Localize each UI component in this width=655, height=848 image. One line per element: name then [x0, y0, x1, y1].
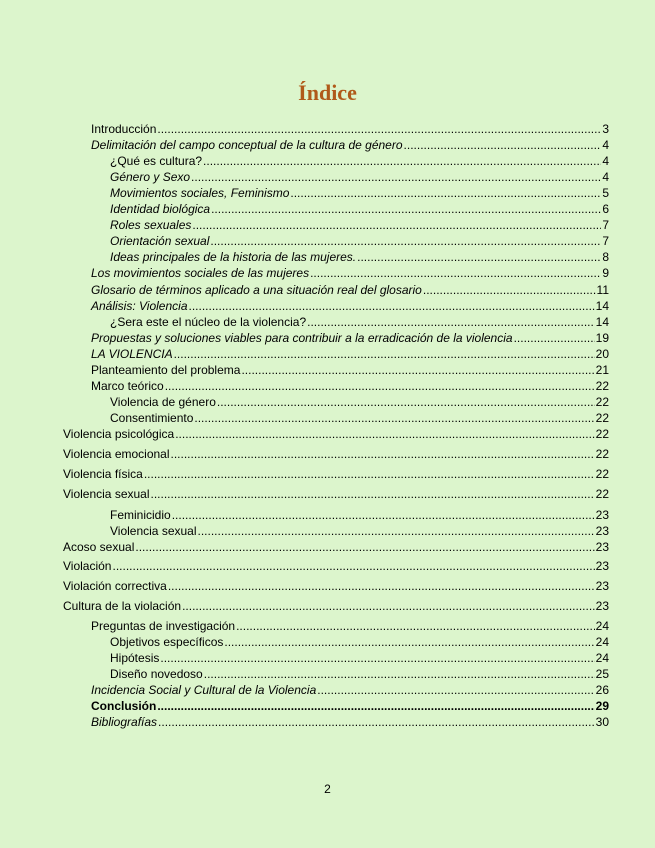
toc-leader [241, 362, 594, 378]
toc-entry-page: 22 [595, 411, 609, 425]
toc-entry[interactable] [110, 185, 609, 201]
toc-entry-page: 3 [602, 122, 609, 136]
toc-leader [112, 558, 594, 574]
toc-entry-page: 7 [602, 234, 609, 248]
toc-leader [404, 137, 602, 153]
toc-entry-page: 20 [595, 347, 609, 361]
toc-entry-page: 23 [595, 559, 609, 573]
toc-leader [151, 486, 595, 502]
toc-entry-text: Identidad biológica [110, 202, 211, 216]
toc-entry-text: Incidencia Social y Cultural de la Violencia [91, 683, 317, 697]
toc-entry[interactable] [63, 558, 609, 574]
toc-entry-text: Los movimientos sociales de las mujeres [91, 266, 310, 280]
toc-leader [217, 394, 595, 410]
toc-entry-page: 24 [595, 619, 609, 633]
toc-entry[interactable] [91, 137, 609, 153]
toc-leader [171, 446, 595, 462]
toc-entry-text: Género y Sexo [110, 170, 191, 184]
toc-entry[interactable] [110, 634, 609, 650]
toc-entry[interactable] [91, 378, 609, 394]
toc-entry-text: ¿Sera este el núcleo de la violencia? [110, 315, 307, 329]
toc-entry[interactable] [110, 523, 609, 539]
toc-entry[interactable] [110, 314, 609, 330]
toc-entry-page: 22 [595, 447, 609, 461]
toc-entry[interactable] [63, 446, 609, 462]
toc-entry[interactable] [110, 153, 609, 169]
toc-leader [307, 314, 595, 330]
toc-entry[interactable] [110, 650, 609, 666]
toc-leader [194, 410, 594, 426]
toc-leader [158, 714, 595, 730]
toc-entry[interactable] [91, 121, 609, 137]
toc-leader [157, 121, 601, 137]
toc-entry[interactable] [110, 217, 609, 233]
toc-entry-page: 25 [595, 667, 609, 681]
toc-entry-text: Glosario de términos aplicado a una situación real del glosario [91, 283, 422, 297]
toc-entry-page: 6 [602, 202, 609, 216]
toc-leader [211, 201, 601, 217]
toc-entry[interactable] [91, 282, 609, 298]
toc-entry-text: Violencia sexual [63, 487, 150, 501]
toc-entry-page: 22 [595, 467, 609, 481]
toc-entry-page: 19 [595, 331, 609, 345]
toc-entry-page: 22 [595, 379, 609, 393]
toc-entry-text: Hipótesis [110, 651, 160, 665]
toc-entry-text: Diseño novedoso [110, 667, 203, 681]
toc-leader [514, 330, 595, 346]
toc-entry-page: 23 [595, 508, 609, 522]
toc-entry-page: 24 [595, 635, 609, 649]
toc-leader [144, 466, 595, 482]
toc-leader [310, 265, 601, 281]
toc-entry-text: Propuestas y soluciones viables para contribuir a la erradicación de la violencia [91, 331, 513, 345]
toc-entry-text: Análisis: Violencia [91, 299, 188, 313]
toc-leader [175, 426, 594, 442]
toc-entry[interactable] [91, 698, 609, 714]
toc-entry-text: Ideas principales de la historia de las mujeres. [110, 250, 357, 264]
toc-leader [157, 698, 594, 714]
toc-entry-page: 23 [595, 599, 609, 613]
toc-entry-page: 23 [595, 579, 609, 593]
toc-entry-page: 9 [602, 266, 609, 280]
toc-entry-page: 30 [595, 715, 609, 729]
toc-entry[interactable] [91, 362, 609, 378]
toc-leader [357, 249, 601, 265]
toc-entry[interactable] [91, 714, 609, 730]
toc-entry-text: Bibliografías [91, 715, 158, 729]
toc-entry-page: 22 [595, 487, 609, 501]
toc-leader [168, 578, 595, 594]
toc-entry[interactable] [110, 201, 609, 217]
toc-entry[interactable] [63, 466, 609, 482]
toc-leader [423, 282, 596, 298]
toc-entry-text: Movimientos sociales, Feminismo [110, 186, 290, 200]
toc-leader [210, 233, 601, 249]
toc-leader [204, 666, 595, 682]
toc-entry-text: Objetivos específicos [110, 635, 224, 649]
toc-entry[interactable] [63, 426, 609, 442]
toc-entry-page: 4 [602, 138, 609, 152]
toc-entry[interactable] [63, 539, 609, 555]
toc-entry[interactable] [110, 394, 609, 410]
toc-entry-text: Acoso sexual [63, 540, 135, 554]
toc-entry[interactable] [63, 486, 609, 502]
toc-entry-text: Cultura de la violación [63, 599, 182, 613]
toc-leader [172, 507, 595, 523]
toc-entry-text: Violencia sexual [110, 524, 197, 538]
toc-entry[interactable] [110, 169, 609, 185]
toc-entry-page: 23 [595, 540, 609, 554]
toc-entry-text: ¿Qué es cultura? [110, 154, 203, 168]
toc-leader [203, 153, 601, 169]
toc-entry-text: Preguntas de investigación [91, 619, 236, 633]
toc-entry-page: 26 [595, 683, 609, 697]
toc-entry-text: Consentimiento [110, 411, 194, 425]
toc-entry-text: Violencia de género [110, 395, 216, 409]
toc-entry[interactable] [110, 666, 609, 682]
toc-entry-text: LA VIOLENCIA [91, 347, 173, 361]
toc-entry-page: 8 [602, 250, 609, 264]
toc-entry-text: Orientación sexual [110, 234, 210, 248]
toc-entry[interactable] [110, 249, 609, 265]
toc-entry-page: 4 [602, 170, 609, 184]
toc-leader [174, 346, 595, 362]
toc-leader [182, 598, 595, 614]
toc-entry-page: 14 [595, 299, 609, 313]
index-title: Índice [298, 80, 357, 105]
toc-entry-page: 22 [595, 395, 609, 409]
toc-entry-text: Roles sexuales [110, 218, 192, 232]
toc-entry[interactable] [91, 298, 609, 314]
toc-entry-text: Violación [63, 559, 112, 573]
toc-entry[interactable] [63, 578, 609, 594]
toc-leader [290, 185, 601, 201]
toc-leader [192, 217, 601, 233]
toc-entry-page: 11 [596, 283, 609, 297]
toc-entry-text: Introducción [91, 122, 157, 136]
toc-entry[interactable] [91, 330, 609, 346]
toc-entry[interactable] [110, 507, 609, 523]
toc-entry-text: Feminicidio [110, 508, 171, 522]
toc-entry[interactable] [110, 410, 609, 426]
toc-entry-text: Violencia física [63, 467, 143, 481]
toc-leader [160, 650, 594, 666]
toc-entry-text: Planteamiento del problema [91, 363, 241, 377]
toc-leader [236, 618, 595, 634]
toc-leader [191, 169, 601, 185]
toc-leader [189, 298, 595, 314]
toc-entry-page: 23 [595, 524, 609, 538]
toc-leader [135, 539, 594, 555]
toc-entry[interactable] [63, 598, 609, 614]
toc-entry-page: 7 [602, 218, 609, 232]
page-number: 2 [324, 782, 331, 796]
toc-entry[interactable] [91, 346, 609, 362]
toc-entry-text: Conclusión [91, 699, 157, 713]
toc-leader [198, 523, 595, 539]
toc-entry-text: Marco teórico [91, 379, 164, 393]
toc-leader [165, 378, 595, 394]
toc-entry[interactable] [91, 265, 609, 281]
toc-entry-text: Violencia emocional [63, 447, 170, 461]
toc-entry-page: 4 [602, 154, 609, 168]
toc-entry-text: Delimitación del campo conceptual de la cultura de género [91, 138, 403, 152]
toc-entry-page: 22 [595, 427, 609, 441]
toc-entry-text: Violación correctiva [63, 579, 167, 593]
toc-entry-page: 5 [602, 186, 609, 200]
toc-entry[interactable] [110, 233, 609, 249]
toc-entry[interactable] [91, 618, 609, 634]
toc-entry-page: 24 [595, 651, 609, 665]
toc-leader [224, 634, 594, 650]
toc-entry-page: 29 [595, 699, 609, 713]
toc-entry[interactable] [91, 682, 609, 698]
toc-entry-page: 21 [595, 363, 609, 377]
toc-leader [317, 682, 594, 698]
toc-entry-text: Violencia psicológica [63, 427, 175, 441]
toc-entry-page: 14 [595, 315, 609, 329]
